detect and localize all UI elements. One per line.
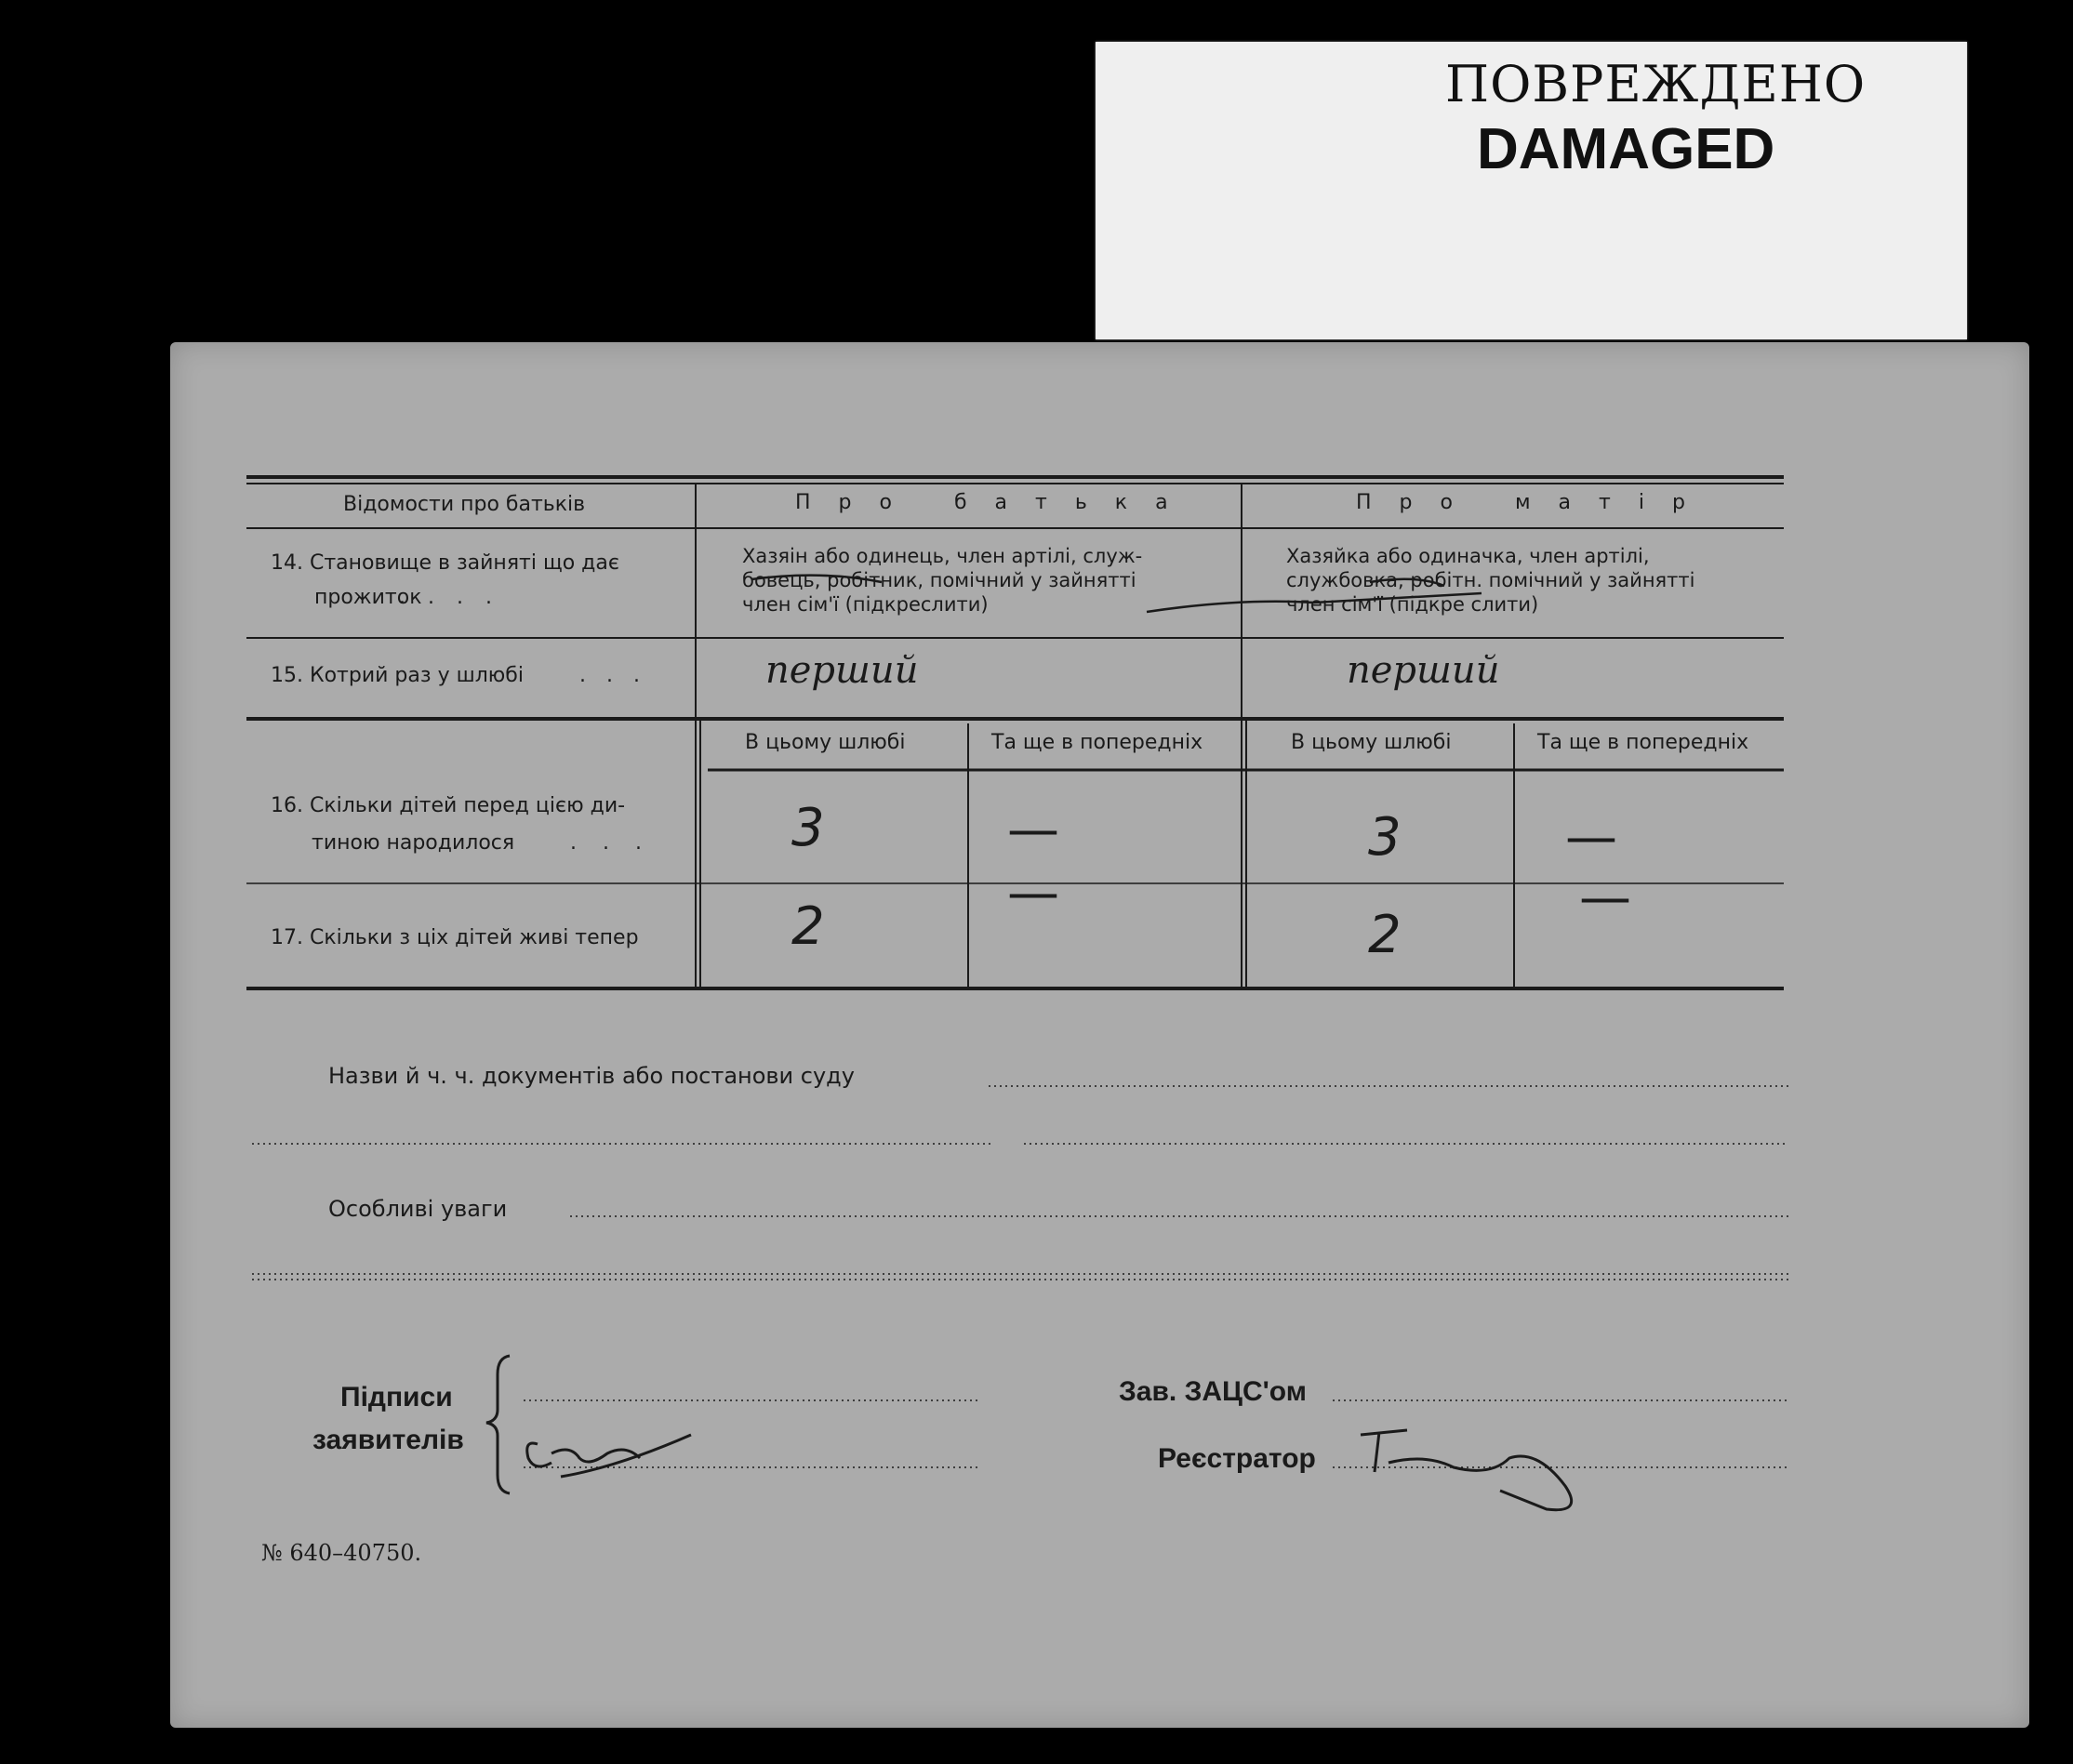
row16-mother-prev: —	[1565, 807, 1617, 868]
documents-label: Назви й ч. ч. документів або постанови суду	[328, 1063, 855, 1089]
row17-father-this: 2	[791, 896, 825, 957]
registrar-label: Реєстратор	[1158, 1443, 1316, 1474]
row16-father-prev: —	[1007, 800, 1059, 860]
row14-label-line2: прожиток	[314, 586, 422, 609]
row14-father-line2: бовець, робітник, помічний у зайнятті	[742, 569, 1136, 591]
row16-mother-this: 3	[1368, 807, 1402, 868]
row15-label: 15. Котрий раз у шлюбі	[271, 664, 524, 687]
subheader-mother-prev: Та ще в попередніх	[1537, 731, 1749, 754]
damaged-label-card	[1096, 42, 1967, 339]
row15-father-value: перший	[765, 649, 919, 692]
subheader-mother-this: В цьому шлюбі	[1291, 731, 1452, 754]
row15-label-dots: ...	[579, 664, 660, 687]
form-number: № 640–40750.	[261, 1540, 422, 1566]
row14-mother-line3: член сім'ї (підкре слити)	[1286, 593, 1539, 616]
row14-mother-line1: Хазяйка або одиначка, член артілі,	[1286, 545, 1650, 567]
row16-label-line2: тиною народилося	[312, 831, 515, 855]
row14-father-line3: член сім'ї (підкреслити)	[742, 593, 989, 616]
row16-label-dots: ...	[570, 831, 668, 855]
header-about-father: Про батька	[795, 491, 1196, 514]
row16-label-line1: 16. Скільки дітей перед цією ди-	[271, 794, 626, 817]
applicants-signatures-label-line1: Підписи	[340, 1382, 453, 1413]
row14-label-dots: ....	[399, 586, 514, 609]
damaged-label-ru: ПОВРЕЖДЕНО	[1445, 55, 1867, 113]
damaged-label-en: DAMAGED	[1477, 117, 1775, 181]
row14-label-line1: 14. Становище в зайняті що дає	[271, 551, 619, 575]
row17-father-prev: —	[1007, 863, 1059, 923]
row17-label: 17. Скільки з ціх дітей живі тепер	[271, 926, 639, 949]
row14-father-line1: Хазяін або одинець, член артілі, служ-	[742, 545, 1143, 567]
row15-mother-value: перший	[1347, 649, 1500, 692]
subheader-father-prev: Та ще в попередніх	[991, 731, 1203, 754]
row14-mother-line2: службовка, робітн. помічний у зайнятті	[1286, 569, 1695, 591]
form-sheet	[170, 342, 2029, 1728]
special-notes-label: Особливі уваги	[328, 1196, 508, 1222]
header-parents-info: Відомости про батьків	[343, 493, 586, 516]
header-about-mother: Про матір	[1356, 491, 1713, 514]
applicants-signatures-label-line2: заявителів	[312, 1425, 464, 1455]
row17-mother-this: 2	[1368, 905, 1402, 965]
subheader-father-this: В цьому шлюбі	[745, 731, 906, 754]
row16-father-this: 3	[791, 798, 825, 858]
registry-head-label: Зав. ЗАЦС'ом	[1119, 1376, 1307, 1407]
row17-mother-prev: —	[1579, 868, 1631, 928]
